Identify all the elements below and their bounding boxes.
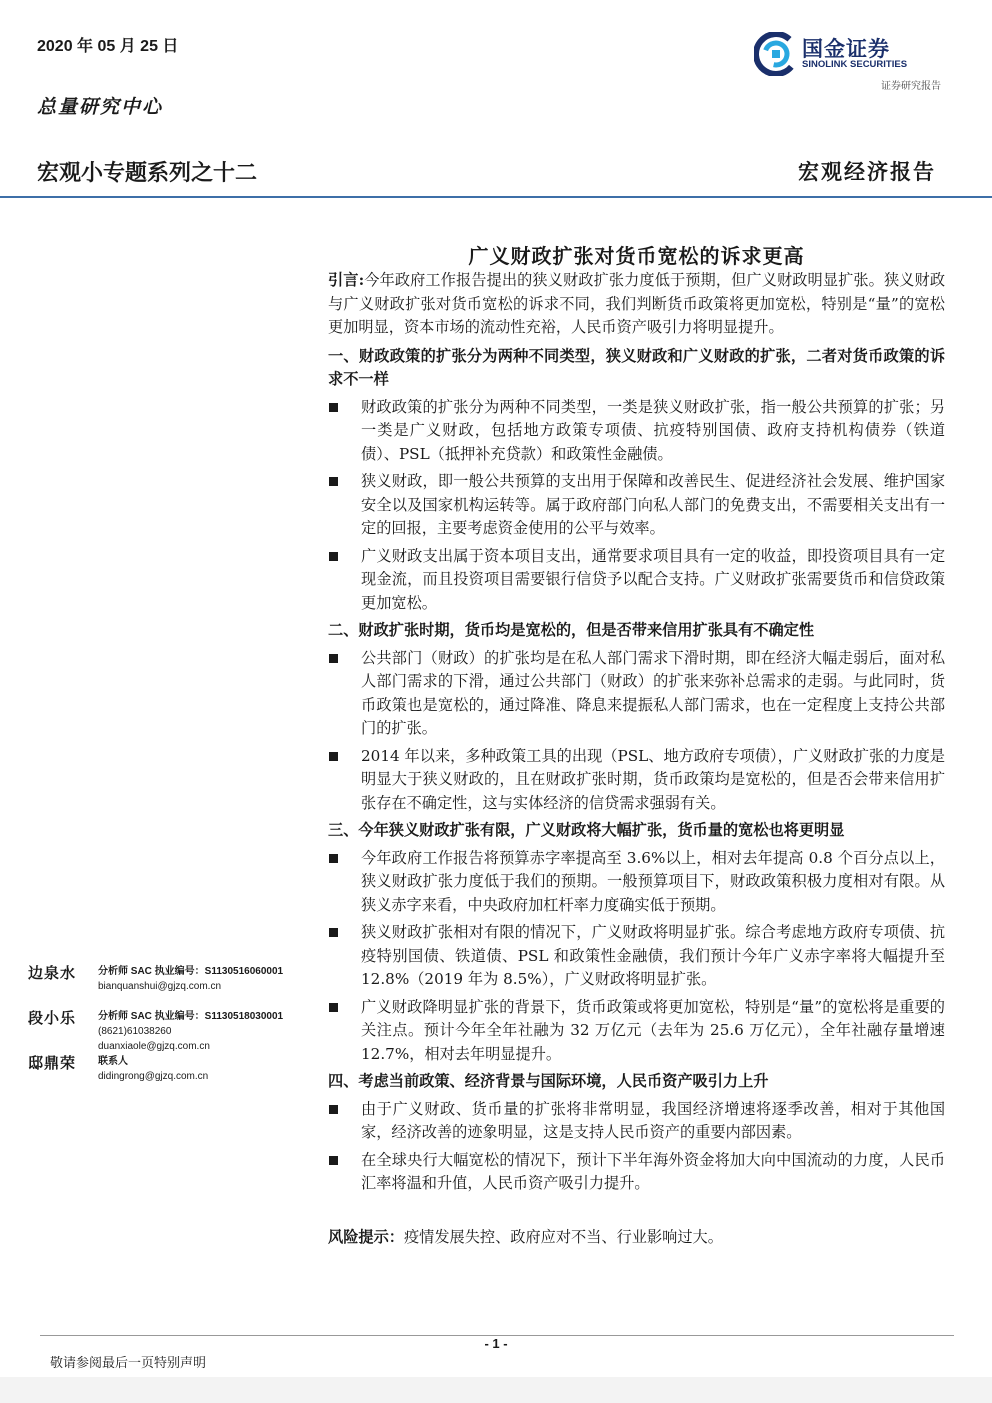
analyst-info	[98, 1054, 208, 1084]
logo-subtitle: 证券研究报告	[881, 81, 941, 92]
square-bullet-icon	[329, 752, 338, 761]
sinolink-logo-icon	[754, 32, 798, 76]
logo-name: 国金证券	[802, 38, 890, 61]
bullet-text: 广义财政支出属于资本项目支出，通常要求项目具有一定的收益，即投资项目具有一定现金流，而且投资项目需要银行信贷予以配合支持。广义财政扩张需要货币和信贷政策更加宽松。	[361, 546, 945, 612]
risk-label: 风险提示：	[328, 1227, 404, 1246]
analyst-list	[28, 962, 318, 1097]
bullet-item	[328, 1098, 945, 1145]
series-title: 宏观小专题系列之十二	[37, 160, 258, 185]
department-label: 总量研究中心	[37, 96, 164, 118]
bottom-band	[0, 1377, 992, 1403]
square-bullet-icon	[329, 854, 338, 863]
bullet-item	[328, 921, 945, 992]
bullet-item	[328, 647, 945, 741]
analyst-email[interactable]: duanxiaole@gjzq.com.cn	[98, 1041, 210, 1052]
square-bullet-icon	[329, 1156, 338, 1165]
square-bullet-icon	[329, 654, 338, 663]
header-divider	[0, 196, 992, 198]
bullet-text: 广义财政降明显扩张的背景下，货币政策或将更加宽松，特别是“量”的宽松将是重要的关注点。预计今年全年社融为 32 万亿元（去年为 25.6 万亿元），全年社融存量增速 12.7%，相对去年明显提升。	[361, 997, 945, 1063]
bullet-text: 今年政府工作报告将预算赤字率提高至 3.6%以上，相对去年提高 0.8 个百分点以上，狭义财政扩张力度低于我们的预期。一般预算项目下，财政政策积极力度相对有限。从狭义赤字来看，中央政府加杠杆率力度确实低于预期。	[361, 848, 945, 914]
square-bullet-icon	[329, 477, 338, 486]
page-number: - 1 -	[484, 1336, 508, 1351]
risk-paragraph	[328, 1226, 945, 1250]
sections-container	[328, 345, 945, 1196]
square-bullet-icon	[329, 1105, 338, 1114]
analyst-detail: 分析师 SAC 执业编号：S1130516060001	[98, 966, 284, 977]
analyst-entry	[28, 1052, 318, 1097]
analyst-name: 邸鼎荣	[28, 1054, 77, 1072]
analyst-name: 边泉水	[28, 964, 77, 982]
report-type: 宏观经济报告	[798, 159, 936, 184]
section-heading: 一、财政政策的扩张分为两种不同类型，狭义财政和广义财政的扩张，二者对货币政策的诉求不一样	[328, 346, 945, 388]
analyst-info	[98, 1009, 283, 1054]
logo-english: SINOLINK SECURITIES	[802, 59, 908, 70]
intro-paragraph	[328, 269, 945, 340]
square-bullet-icon	[329, 1003, 338, 1012]
bullet-item	[328, 996, 945, 1067]
report-title: 广义财政扩张对货币宽松的诉求更高	[468, 244, 805, 268]
bullet-item	[328, 470, 945, 541]
analyst-email[interactable]: bianquanshui@gjzq.com.cn	[98, 981, 222, 992]
disclaimer-note: 敬请参阅最后一页特别声明	[50, 1356, 207, 1371]
analyst-detail: 联系人	[98, 1056, 128, 1067]
analyst-entry	[28, 962, 318, 1007]
company-logo	[752, 30, 947, 92]
square-bullet-icon	[329, 552, 338, 561]
risk-text: 疫情发展失控、政府应对不当、行业影响过大。	[403, 1227, 723, 1246]
section-heading: 三、今年狭义财政扩张有限，广义财政将大幅扩张，货币量的宽松也将更明显	[328, 821, 845, 839]
bullet-text: 公共部门（财政）的扩张均是在私人部门需求下滑时期，即在经济大幅走弱后，面对私人部门需求的下滑，通过公共部门（财政）的扩张来弥补总需求的走弱。与此同时，货币政策也是宽松的，通过降准、降息来提振私人部门需求，也在一定程度上支持公共部门的扩张。	[361, 648, 945, 737]
bullet-text: 在全球央行大幅宽松的情况下，预计下半年海外资金将加大向中国流动的力度，人民币汇率将温和升值，人民币资产吸引力提升。	[361, 1150, 945, 1192]
analyst-entry	[28, 1007, 318, 1052]
report-date: 2020 年 05 月 25 日	[37, 38, 179, 55]
analyst-name: 段小乐	[28, 1009, 77, 1027]
intro-text: 今年政府工作报告提出的狭义财政扩张力度低于预期，但广义财政明显扩张。狭义财政与广义财政扩张对货币宽松的诉求不同，我们判断货币政策将更加宽松，特别是“量”的宽松更加明显，资本市场的流动性充裕，人民币资产吸引力将明显提升。	[328, 271, 946, 336]
analyst-email[interactable]: didingrong@gjzq.com.cn	[98, 1071, 209, 1082]
bullet-text: 由于广义财政、货币量的扩张将非常明显，我国经济增速将逐季改善，相对于其他国家，经济改善的迹象明显，这是支持人民币资产的重要内部因素。	[361, 1099, 945, 1141]
section-heading: 四、考虑当前政策、经济背景与国际环境，人民币资产吸引力上升	[328, 1072, 769, 1090]
bullet-item	[328, 396, 945, 467]
bullet-item	[328, 847, 945, 918]
analyst-detail: (8621)61038260	[98, 1026, 172, 1037]
square-bullet-icon	[329, 403, 338, 412]
bullet-text: 狭义财政扩张相对有限的情况下，广义财政将明显扩张。综合考虑地方政府专项债、抗疫特别国债、铁道债、PSL 和政策性金融债，我们预计今年广义赤字率将大幅提升至 12.8%（2019 年为 8.5%），广义财政将明显扩张。	[361, 923, 945, 988]
report-body	[328, 269, 945, 1249]
bullet-item	[328, 1149, 945, 1196]
square-bullet-icon	[329, 928, 338, 937]
intro-label: 引言:	[328, 271, 365, 289]
bullet-text: 狭义财政，即一般公共预算的支出用于保障和改善民生、促进经济社会发展、维护国家安全以及国家机构运转等。属于政府部门向私人部门的免费支出，不需要相关支出有一定的回报，主要考虑资金使用的公平与效率。	[361, 472, 945, 537]
bullet-text: 2014 年以来，多种政策工具的出现（PSL、地方政府专项债），广义财政扩张的力度是明显大于狭义财政的，且在财政扩张时期，货币政策均是宽松的，但是否会带来信用扩张存在不确定性，这与实体经济的信贷需求强弱有关。	[361, 746, 945, 812]
bullet-item	[328, 545, 945, 616]
bullet-text: 财政政策的扩张分为两种不同类型，一类是狭义财政扩张，指一般公共预算的扩张；另一类是广义财政，包括地方政策专项债、抗疫特别国债、政府支持机构债券（铁道债）、PSL（抵押补充贷款）和政策性金融债。	[361, 397, 945, 463]
section-heading: 二、财政扩张时期，货币均是宽松的，但是否带来信用扩张具有不确定性	[328, 621, 814, 639]
analyst-detail: 分析师 SAC 执业编号：S1130518030001	[98, 1011, 284, 1022]
analyst-info	[98, 964, 283, 994]
bullet-item	[328, 745, 945, 816]
